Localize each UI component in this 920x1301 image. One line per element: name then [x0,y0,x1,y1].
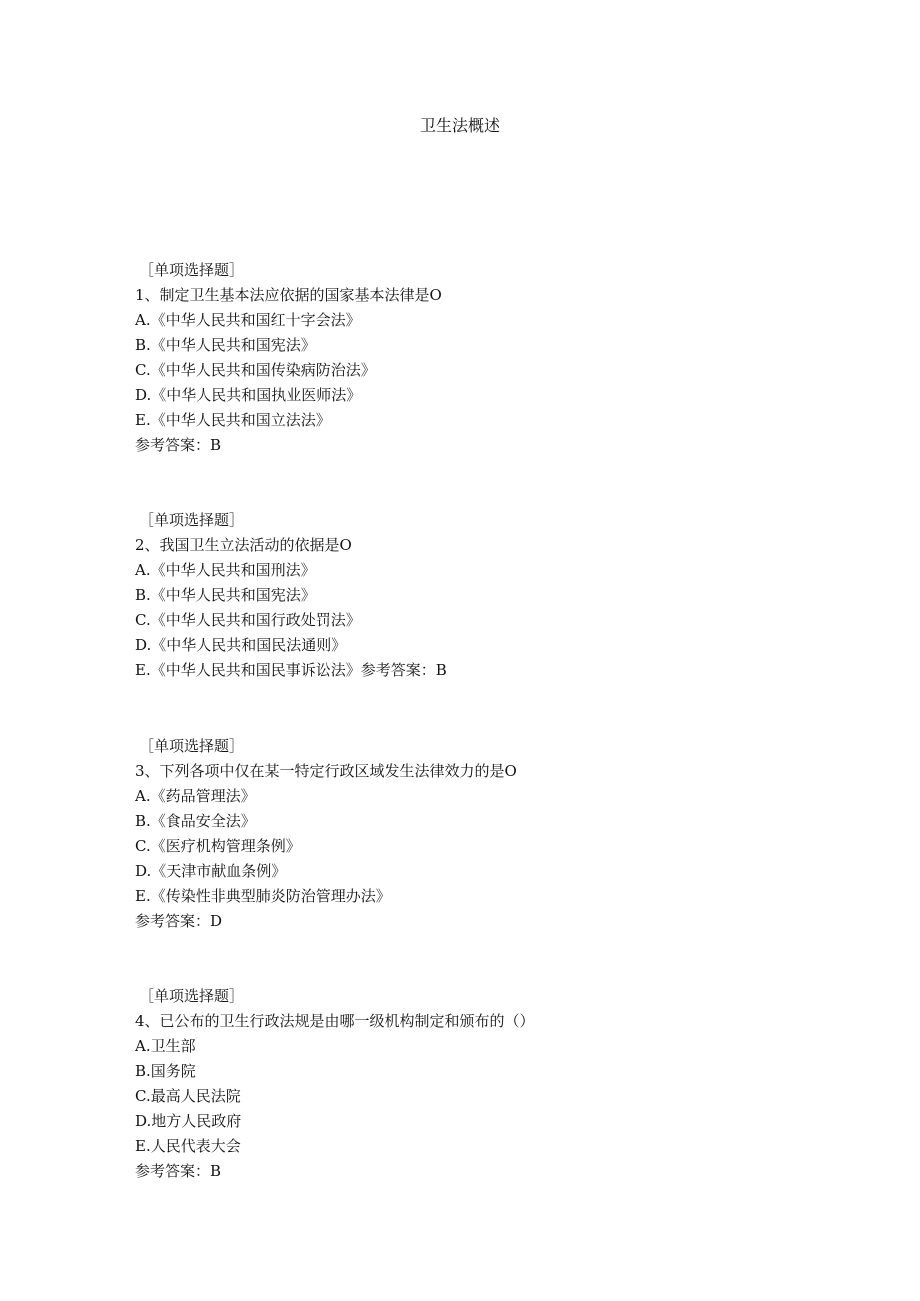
question-type-label: ［单项选择题］ [139,261,245,279]
option-d: D.地方人民政府 [135,1112,242,1130]
document-title: 卫生法概述 [419,116,500,135]
question-stem: 2、我国卫生立法活动的依据是O [135,536,352,554]
question-type-label: ［单项选择题］ [139,511,245,529]
option-b: B.《中华人民共和国宪法》 [135,586,316,604]
option-e: E.人民代表大会 [135,1137,241,1155]
question-1 [135,258,835,458]
question-stem: 3、下列各项中仅在某一特定行政区域发生法律效力的是O [135,762,517,780]
question-2 [135,508,835,683]
option-b: B.国务院 [135,1062,196,1080]
answer-line: 参考答案：B [135,436,222,454]
option-c: C.《中华人民共和国传染病防治法》 [135,361,376,379]
option-b: B.《中华人民共和国宪法》 [135,336,316,354]
option-d: D.《中华人民共和国执业医师法》 [135,386,362,404]
answer-line: 参考答案：B [135,1162,222,1180]
option-e: E.《中华人民共和国民事诉讼法》参考答案：B [135,661,447,679]
question-4 [135,984,835,1184]
option-a: A.卫生部 [135,1037,196,1055]
option-c: C.《医疗机构管理条例》 [135,837,301,855]
option-e: E.《传染性非典型肺炎防治管理办法》 [135,887,391,905]
question-type-label: ［单项选择题］ [139,737,245,755]
option-d: D.《天津市献血条例》 [135,862,287,880]
option-d: D.《中华人民共和国民法通则》 [135,636,347,654]
answer-line: 参考答案：D [135,912,223,930]
option-c: C.最高人民法院 [135,1087,241,1105]
option-a: A.《药品管理法》 [135,787,256,805]
option-a: A.《中华人民共和国红十字会法》 [135,311,361,329]
option-e: E.《中华人民共和国立法法》 [135,411,331,429]
option-a: A.《中华人民共和国刑法》 [135,561,316,579]
option-b: B.《食品安全法》 [135,812,256,830]
question-stem: 1、制定卫生基本法应依据的国家基本法律是O [135,286,442,304]
question-stem: 4、已公布的卫生行政法规是由哪一级机构制定和颁布的（） [135,1012,535,1030]
question-type-label: ［单项选择题］ [139,987,245,1005]
question-3 [135,734,835,934]
option-c: C.《中华人民共和国行政处罚法》 [135,611,361,629]
